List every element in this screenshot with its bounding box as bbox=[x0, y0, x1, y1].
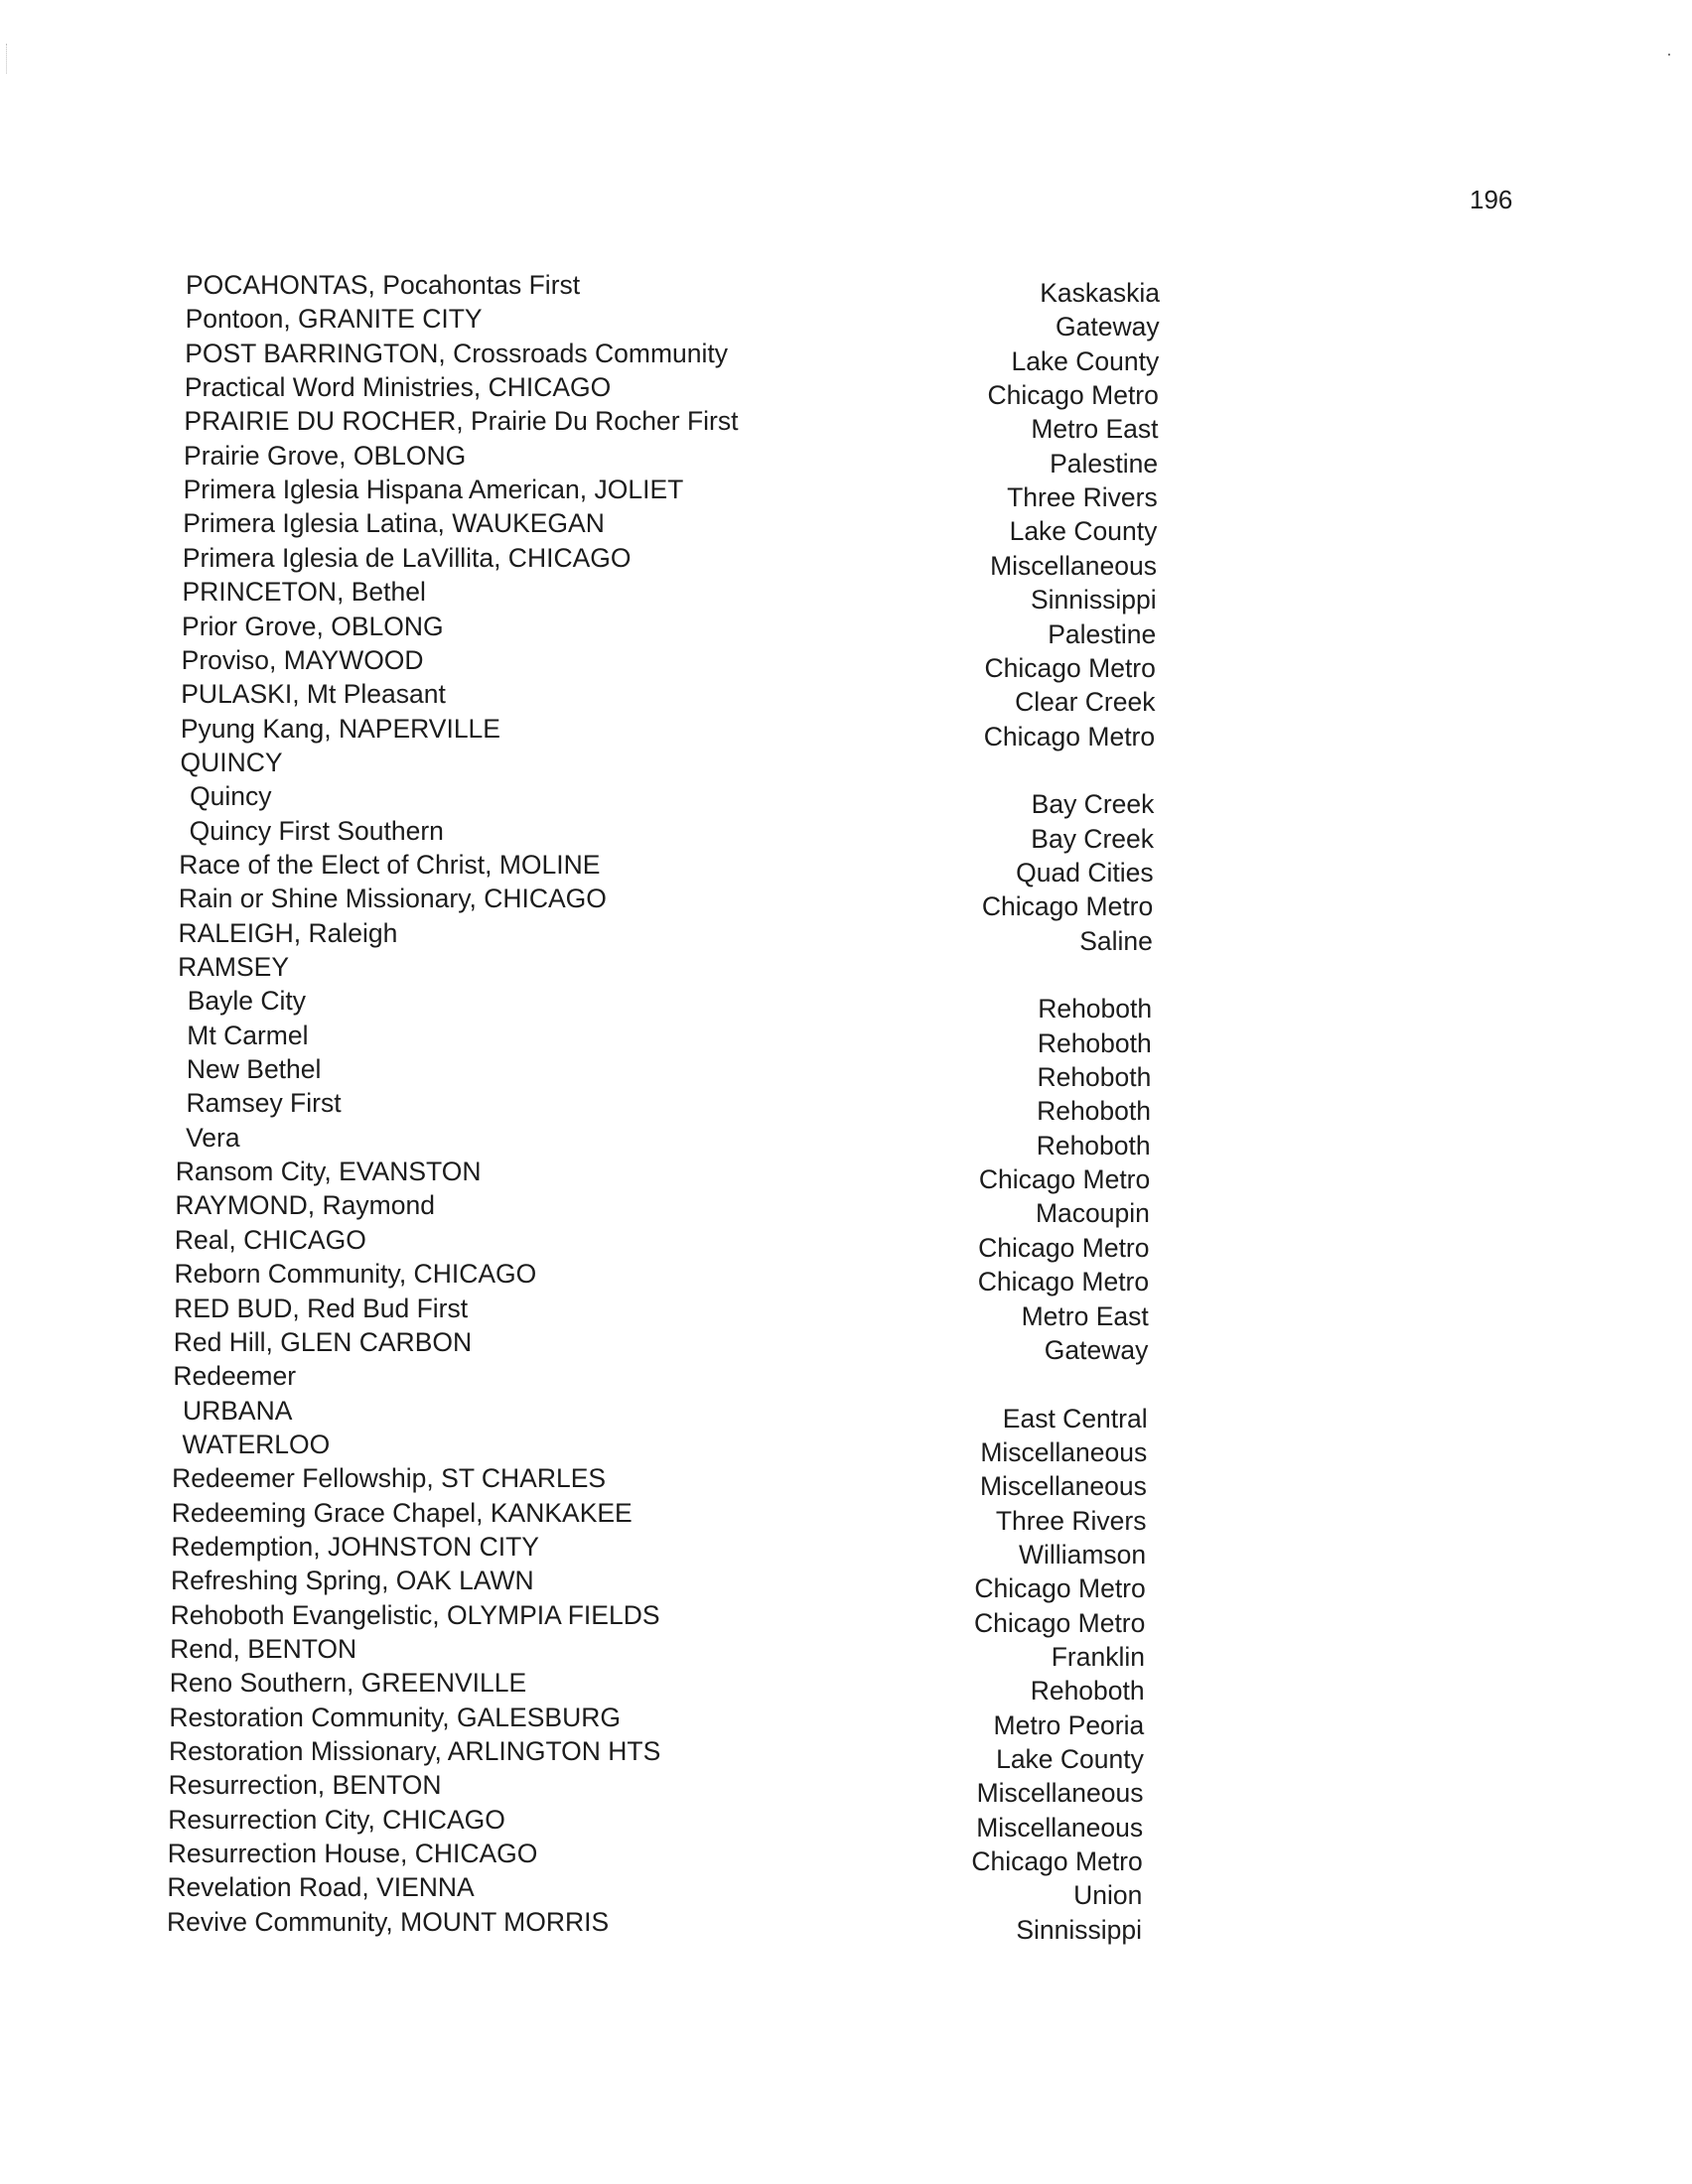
entry-name: Revelation Road, VIENNA bbox=[167, 1872, 475, 1903]
directory-row bbox=[0, 1019, 1692, 1058]
association-name: Palestine bbox=[1048, 618, 1157, 649]
page-number: 196 bbox=[1470, 185, 1513, 214]
entry-name: Pyung Kang, NAPERVILLE bbox=[180, 713, 500, 744]
sub-entry-name: Bayle City bbox=[187, 986, 306, 1017]
entry-name: Prairie Grove, OBLONG bbox=[184, 440, 467, 471]
association-name: Chicago Metro bbox=[978, 1232, 1150, 1263]
directory-row bbox=[0, 1257, 1692, 1297]
directory-row bbox=[0, 916, 1692, 956]
entry-name: RAMSEY bbox=[178, 952, 289, 982]
association-name: Chicago Metro bbox=[984, 652, 1156, 683]
directory-row bbox=[0, 575, 1692, 615]
directory-row bbox=[0, 370, 1692, 411]
sub-entry-name: Mt Carmel bbox=[187, 1020, 309, 1050]
entry-name: PULASKI, Mt Pleasant bbox=[181, 679, 446, 710]
directory-row bbox=[0, 779, 1692, 820]
entry-name: Resurrection City, CHICAGO bbox=[168, 1804, 505, 1835]
directory-row bbox=[0, 643, 1692, 683]
entry-name: POCAHONTAS, Pocahontas First bbox=[186, 270, 581, 300]
directory-row bbox=[0, 1461, 1692, 1502]
entry-name: Race of the Elect of Christ, MOLINE bbox=[179, 849, 601, 880]
association-name: Gateway bbox=[1044, 1334, 1149, 1365]
entry-name: Restoration Community, GALESBURG bbox=[169, 1702, 621, 1732]
entry-name: Resurrection House, CHICAGO bbox=[167, 1839, 538, 1869]
entry-name: Primera Iglesia Latina, WAUKEGAN bbox=[183, 508, 605, 539]
entry-name: Real, CHICAGO bbox=[174, 1224, 366, 1255]
scan-speck bbox=[1668, 54, 1670, 56]
directory-row bbox=[0, 1052, 1692, 1093]
association-name: Rehoboth bbox=[1037, 1096, 1151, 1127]
directory-row bbox=[0, 1188, 1692, 1229]
sub-entry-name: URBANA bbox=[182, 1395, 293, 1426]
directory-row bbox=[0, 1564, 1692, 1604]
entry-name: Ransom City, EVANSTON bbox=[175, 1157, 482, 1187]
directory-row bbox=[0, 268, 1692, 308]
association-name: Three Rivers bbox=[995, 1505, 1147, 1536]
association-name: Chicago Metro bbox=[974, 1573, 1146, 1604]
association-name: Chicago Metro bbox=[987, 380, 1159, 411]
entry-name: RAYMOND, Raymond bbox=[175, 1190, 435, 1221]
entry-name: Redeemer Fellowship, ST CHARLES bbox=[172, 1463, 607, 1494]
association-name: Chicago Metro bbox=[983, 721, 1156, 751]
directory-row bbox=[0, 1905, 1692, 1945]
entry-name: Redeeming Grace Chapel, KANKAKEE bbox=[171, 1497, 633, 1528]
directory-row bbox=[0, 712, 1692, 751]
entry-name: Redeemer bbox=[173, 1361, 297, 1392]
sub-entry-name: Quincy First Southern bbox=[189, 815, 444, 846]
directory-row bbox=[0, 1632, 1692, 1672]
association-name: Miscellaneous bbox=[979, 1471, 1147, 1502]
entry-name: Red Hill, GLEN CARBON bbox=[173, 1326, 473, 1357]
entry-name: Redemption, JOHNSTON CITY bbox=[171, 1531, 539, 1562]
directory-row bbox=[0, 506, 1692, 547]
entry-name: Rain or Shine Missionary, CHICAGO bbox=[178, 884, 607, 914]
association-name: Metro East bbox=[1021, 1300, 1149, 1331]
entry-name: POST BARRINGTON, Crossroads Community bbox=[185, 338, 729, 368]
directory-row bbox=[0, 746, 1692, 779]
directory-row bbox=[0, 1837, 1692, 1877]
directory-row bbox=[0, 1223, 1692, 1263]
sub-entry-name: New Bethel bbox=[186, 1054, 322, 1085]
association-name: Metro East bbox=[1031, 414, 1159, 445]
association-name: Rehoboth bbox=[1036, 1130, 1151, 1160]
entry-name: RED BUD, Red Bud First bbox=[174, 1293, 469, 1323]
directory-row bbox=[0, 439, 1692, 478]
entry-name: Restoration Missionary, ARLINGTON HTS bbox=[168, 1736, 661, 1767]
entry-name: Practical Word Ministries, CHICAGO bbox=[184, 372, 612, 403]
directory-row bbox=[0, 814, 1692, 854]
association-name: Sinnissippi bbox=[1016, 1914, 1142, 1945]
association-name: Bay Creek bbox=[1031, 789, 1155, 820]
association-name: Miscellaneous bbox=[990, 550, 1157, 581]
directory-row bbox=[0, 1768, 1692, 1809]
association-name: Bay Creek bbox=[1031, 823, 1154, 854]
directory-row bbox=[0, 337, 1692, 376]
sub-entry-name: Vera bbox=[186, 1122, 240, 1153]
association-name: Sinnissippi bbox=[1030, 585, 1157, 615]
sub-entry-name: Quincy bbox=[190, 781, 272, 812]
association-name: Clear Creek bbox=[1015, 687, 1156, 718]
directory-row bbox=[0, 1121, 1692, 1160]
directory-row bbox=[0, 302, 1692, 342]
directory-row bbox=[0, 1325, 1692, 1365]
directory-row bbox=[0, 1666, 1692, 1706]
association-name: Miscellaneous bbox=[976, 1812, 1144, 1843]
association-name: Macoupin bbox=[1035, 1198, 1150, 1229]
entry-name: Pontoon, GRANITE CITY bbox=[185, 304, 483, 335]
association-name: Rehoboth bbox=[1037, 1062, 1152, 1093]
directory-row bbox=[0, 984, 1692, 1024]
association-name: Franklin bbox=[1051, 1642, 1145, 1672]
entry-name: Resurrection, BENTON bbox=[168, 1770, 442, 1801]
directory-row bbox=[0, 1701, 1692, 1740]
association-name: Chicago Metro bbox=[971, 1846, 1143, 1877]
entry-name: Primera Iglesia Hispana American, JOLIET bbox=[183, 475, 684, 505]
association-name: Rehoboth bbox=[1037, 1027, 1152, 1058]
scan-edge-mark bbox=[6, 44, 8, 73]
directory-row bbox=[0, 1496, 1692, 1536]
directory-row bbox=[0, 882, 1692, 922]
entry-name: PRAIRIE DU ROCHER, Prairie Du Rocher First bbox=[184, 406, 739, 437]
association-name: Gateway bbox=[1056, 312, 1160, 342]
association-name: Kaskaskia bbox=[1040, 278, 1160, 308]
association-name: Union bbox=[1073, 1880, 1143, 1911]
directory-row bbox=[0, 1803, 1692, 1843]
association-name: Miscellaneous bbox=[976, 1778, 1144, 1809]
entry-name: Rend, BENTON bbox=[170, 1634, 357, 1664]
association-name: Saline bbox=[1079, 925, 1153, 956]
directory-row bbox=[0, 404, 1692, 445]
association-name: Metro Peoria bbox=[993, 1709, 1145, 1740]
association-name: Rehoboth bbox=[1030, 1676, 1145, 1706]
association-name: Lake County bbox=[1011, 345, 1160, 376]
entry-name: QUINCY bbox=[180, 747, 283, 777]
sub-entry-name: Ramsey First bbox=[186, 1088, 342, 1119]
directory-row bbox=[0, 1734, 1692, 1775]
directory-row bbox=[0, 1870, 1692, 1911]
association-name: Chicago Metro bbox=[974, 1607, 1146, 1638]
entry-name: Refreshing Spring, OAK LAWN bbox=[170, 1566, 534, 1596]
directory-row bbox=[0, 1359, 1692, 1393]
directory-row bbox=[0, 1292, 1692, 1331]
entry-name: Revive Community, MOUNT MORRIS bbox=[167, 1906, 610, 1937]
directory-row bbox=[0, 1598, 1692, 1638]
association-name: East Central bbox=[1002, 1403, 1148, 1433]
association-name: Chicago Metro bbox=[981, 891, 1154, 922]
association-name: Palestine bbox=[1050, 448, 1159, 478]
association-name: Williamson bbox=[1019, 1539, 1147, 1570]
association-name: Lake County bbox=[1009, 516, 1158, 547]
sub-entry-name: WATERLOO bbox=[182, 1429, 331, 1459]
directory-row bbox=[0, 1155, 1692, 1195]
directory-row bbox=[0, 1086, 1692, 1127]
association-name: Quad Cities bbox=[1016, 857, 1154, 887]
directory-row bbox=[0, 848, 1692, 887]
association-name: Rehoboth bbox=[1038, 994, 1153, 1024]
entry-name: Reborn Community, CHICAGO bbox=[174, 1259, 537, 1290]
directory-row bbox=[0, 1394, 1692, 1433]
entry-name: PRINCETON, Bethel bbox=[182, 577, 426, 608]
entry-name: Reno Southern, GREENVILLE bbox=[169, 1668, 527, 1699]
entry-name: RALEIGH, Raleigh bbox=[178, 917, 398, 948]
directory-row bbox=[0, 541, 1692, 581]
directory-row bbox=[0, 1428, 1692, 1467]
association-name: Chicago Metro bbox=[977, 1267, 1150, 1297]
directory-row bbox=[0, 610, 1692, 649]
association-name: Miscellaneous bbox=[980, 1436, 1148, 1467]
entry-name: Primera Iglesia de LaVillita, CHICAGO bbox=[182, 542, 632, 573]
association-name: Chicago Metro bbox=[978, 1164, 1151, 1195]
entry-name: Prior Grove, OBLONG bbox=[182, 611, 444, 641]
entry-name: Proviso, MAYWOOD bbox=[181, 644, 424, 675]
association-name: Lake County bbox=[996, 1744, 1144, 1775]
directory-row bbox=[0, 473, 1692, 513]
directory-row bbox=[0, 1530, 1692, 1570]
directory-row bbox=[0, 677, 1692, 718]
directory-row bbox=[0, 950, 1692, 984]
entry-name: Rehoboth Evangelistic, OLYMPIA FIELDS bbox=[170, 1599, 660, 1630]
association-name: Three Rivers bbox=[1007, 482, 1158, 513]
